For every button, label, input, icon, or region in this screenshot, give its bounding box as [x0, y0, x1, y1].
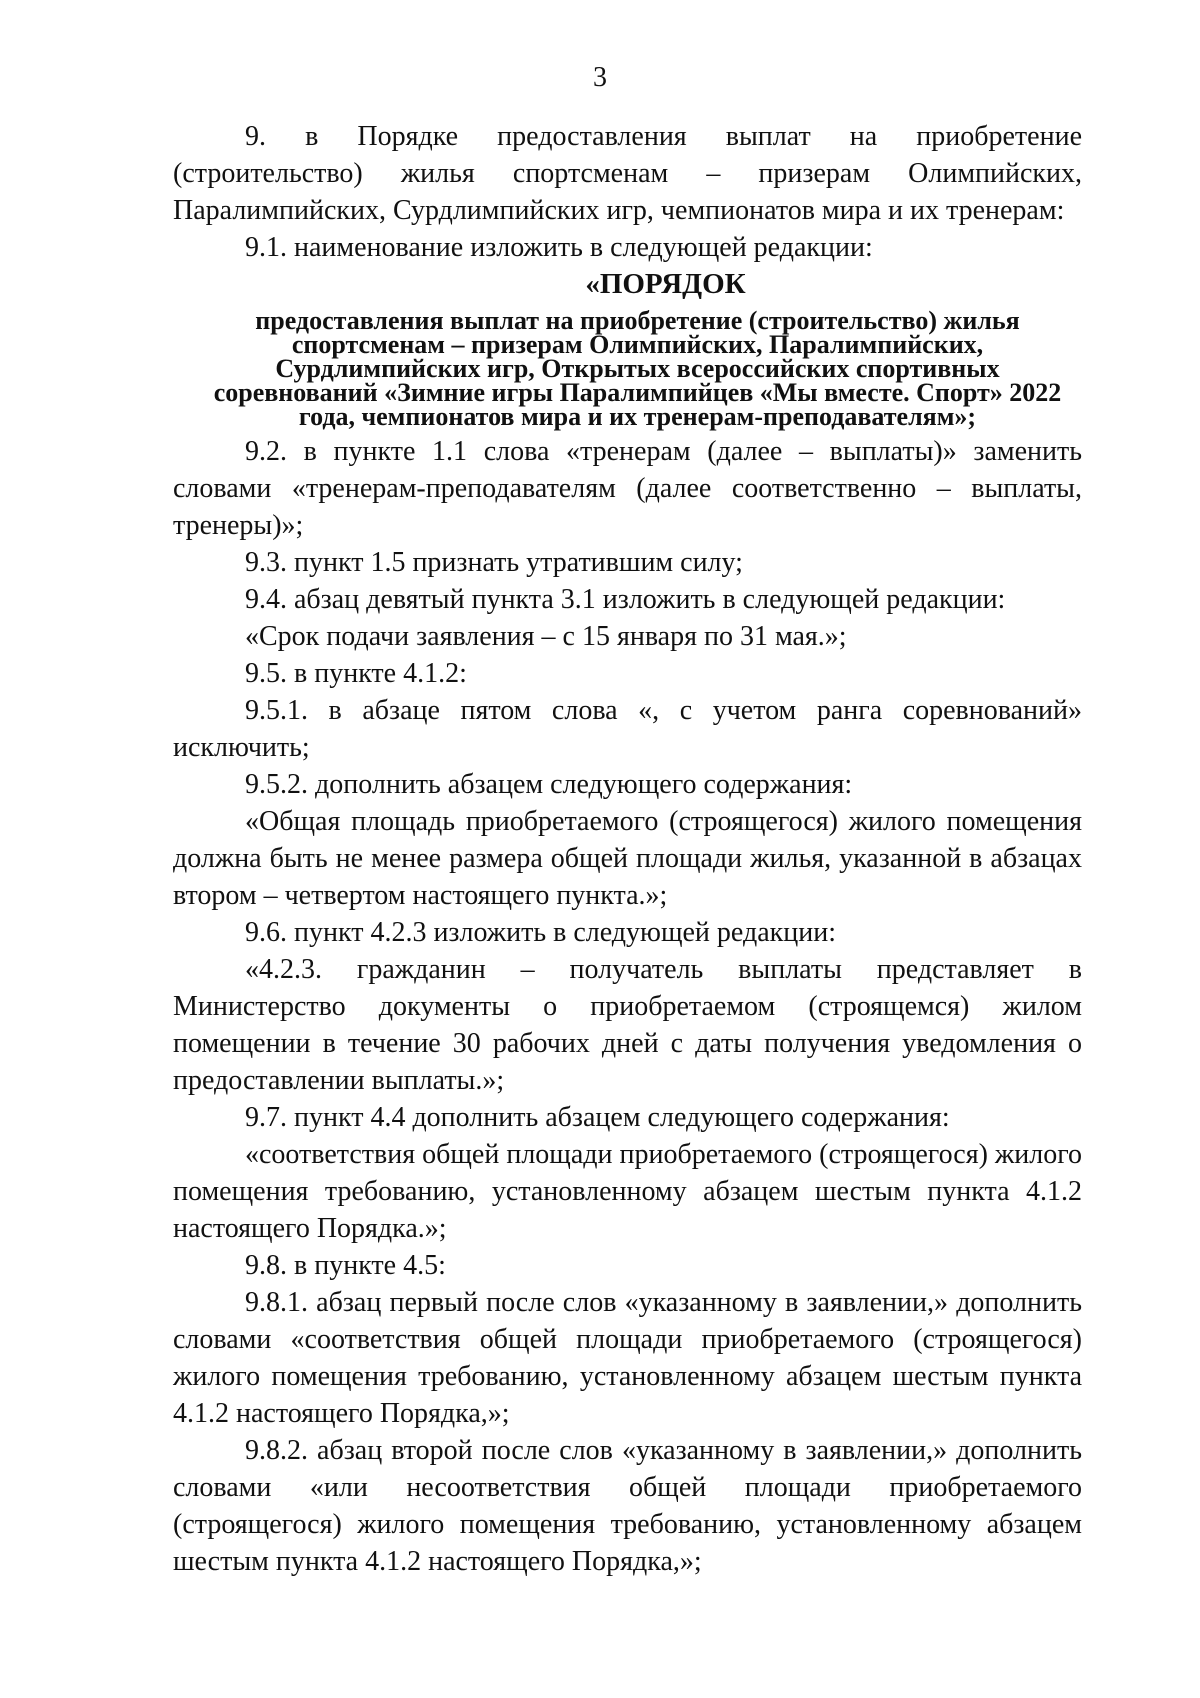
paragraph-9: 9. в Порядке предоставления выплат на приобретение (строительство) жилья спортсменам – призерам Олимпийских, Паралимпийских, Сурдлимпийских игр, чемпионатов мира и их тренерам: — [173, 121, 1082, 226]
document-body — [173, 118, 1082, 1580]
paragraph-9-6: 9.6. пункт 4.2.3 изложить в следующей редакции: — [245, 917, 836, 948]
paragraph-9-4-quote: «Срок подачи заявления – с 15 января по 31 мая.»; — [245, 621, 847, 652]
paragraph-9-2: 9.2. в пункте 1.1 слова «тренерам (далее – выплаты)» заменить словами «тренерам-преподавателям (далее соответственно – выплаты, тренеры)»; — [173, 436, 1082, 541]
paragraph-9-5-1: 9.5.1. в абзаце пятом слова «, с учетом ранга соревнований» исключить; — [173, 695, 1082, 763]
page-number: 3 — [593, 62, 607, 93]
paragraph-9-6-quote: «4.2.3. гражданин – получатель выплаты представляет в Министерство документы о приобретаемом (строящемся) жилом помещении в течение 30 рабочих дней с даты получения уведомления о предоставлении выплаты.»; — [173, 954, 1082, 1096]
paragraph-9-5-2-quote: «Общая площадь приобретаемого (строящегося) жилого помещения должна быть не менее размера общей площади жилья, указанной в абзацах втором – четвертом настоящего пункта.»; — [173, 806, 1082, 911]
paragraph-9-5: 9.5. в пункте 4.1.2: — [245, 658, 467, 689]
paragraph-9-7: 9.7. пункт 4.4 дополнить абзацем следующего содержания: — [245, 1102, 950, 1133]
paragraph-9-7-quote: «соответствия общей площади приобретаемого (строящегося) жилого помещения требованию, установленному абзацем шестым пункта 4.1.2 настоящего Порядка.»; — [173, 1139, 1082, 1244]
order-subtitle: предоставления выплат на приобретение (строительство) жилья спортсменам – призерам Олимпийских, Паралимпийских, Сурдлимпийских игр, Открытых всероссийских спортивных соревнований «Зимние игры Паралимпийцев «Мы вместе. Спорт» 2022 года, чемпионатов мира и их тренерам-преподавателям»; — [213, 306, 1062, 431]
paragraph-9-8: 9.8. в пункте 4.5: — [245, 1250, 446, 1281]
paragraph-9-8-2: 9.8.2. абзац второй после слов «указанному в заявлении,» дополнить словами «или несоответствия общей площади приобретаемого (строящегося) жилого помещения требованию, установленному абзацем шестым пункта 4.1.2 настоящего Порядка,»; — [173, 1435, 1082, 1577]
paragraph-9-5-2: 9.5.2. дополнить абзацем следующего содержания: — [245, 769, 853, 800]
paragraph-9-3: 9.3. пункт 1.5 признать утратившим силу; — [245, 547, 743, 578]
paragraph-9-1: 9.1. наименование изложить в следующей редакции: — [245, 232, 873, 263]
paragraph-9-4: 9.4. абзац девятый пункта 3.1 изложить в следующей редакции: — [245, 584, 1006, 615]
order-title: «ПОРЯДОК — [585, 268, 746, 300]
paragraph-9-8-1: 9.8.1. абзац первый после слов «указанному в заявлении,» дополнить словами «соответствия общей площади приобретаемого (строящегося) жилого помещения требованию, установленному абзацем шестым пункта 4.1.2 настоящего Порядка,»; — [173, 1287, 1082, 1429]
